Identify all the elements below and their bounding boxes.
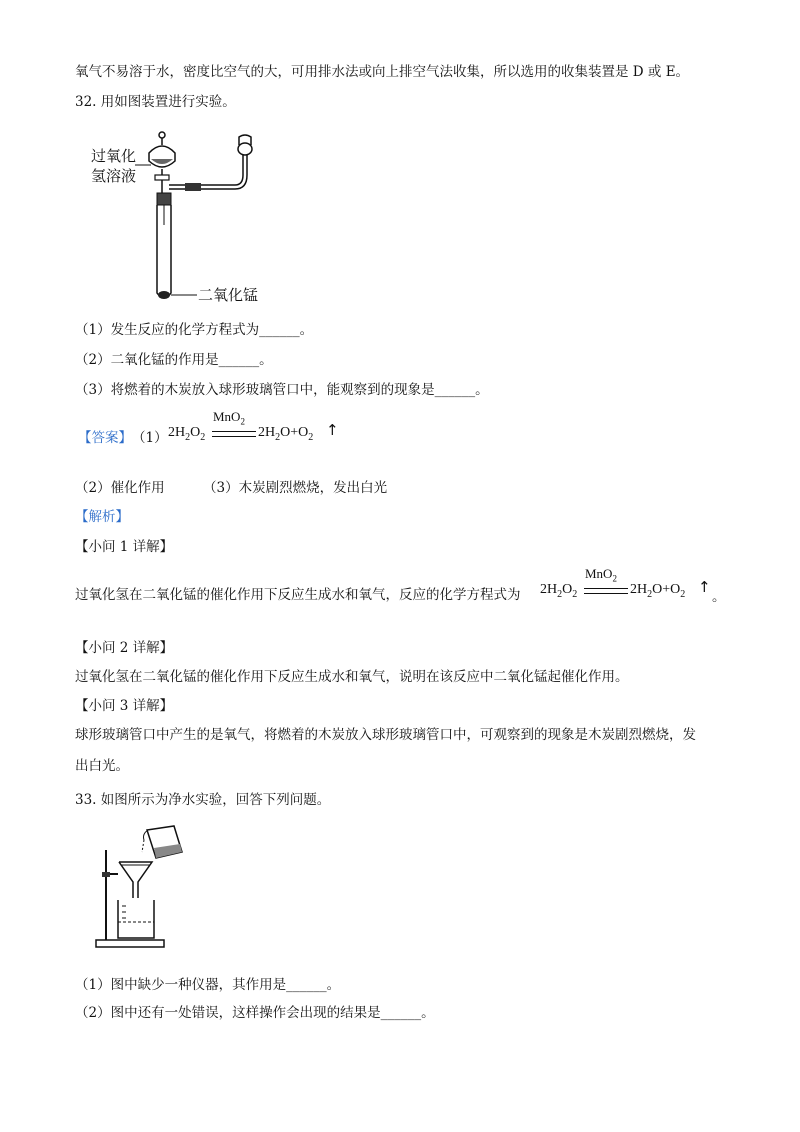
question-33-2: （2）图中还有一处错误，这样操作会出现的结果是______。: [75, 1005, 435, 1021]
question-33-1: （1）图中缺少一种仪器，其作用是______。: [75, 977, 341, 993]
equation-condition: MnO$_2$: [213, 409, 245, 427]
question-32-1: （1）发生反应的化学方程式为______。: [75, 322, 314, 338]
equation-equals: [212, 431, 256, 437]
label-mno2: 二氧化锰: [198, 286, 259, 304]
question-32-2: （2）二氧化锰的作用是______。: [75, 352, 273, 368]
equation-lhs: $2H_2O_2$: [168, 425, 206, 443]
gas-arrow-icon: ↑: [326, 421, 339, 439]
equation-lhs: $2H_2O_2$: [540, 582, 578, 600]
equation-rhs: $2H_2O+O_2$: [258, 425, 314, 443]
equation-rhs: $2H_2O+O_2$: [630, 582, 686, 600]
sentence-end: 。: [712, 589, 726, 605]
sub-question-3-text-2: 出白光。: [75, 758, 129, 774]
answer-1-prefix: （1）: [132, 430, 168, 446]
sub-question-3-heading: 【小问 3 详解】: [75, 698, 174, 714]
question-33-title: 33. 如图所示为净水实验，回答下列问题。: [75, 792, 331, 808]
gas-arrow-icon: ↑: [698, 578, 711, 596]
h2o2-apparatus-figure: [85, 125, 285, 310]
answer-2: （2）催化作用: [75, 480, 165, 496]
answer-tag: 【答案】: [78, 430, 132, 446]
answer-3: （3）木炭剧烈燃烧，发出白光: [203, 480, 388, 496]
label-h2o2-line1: 过氧化: [91, 147, 137, 165]
question-32-title: 32. 用如图装置进行实验。: [75, 94, 236, 110]
sub-question-2-heading: 【小问 2 详解】: [75, 640, 174, 656]
equation-condition: MnO$_2$: [585, 566, 617, 584]
sub-question-1-heading: 【小问 1 详解】: [75, 539, 174, 555]
sub-question-1-text: 过氧化氢在二氧化锰的催化作用下反应生成水和氧气，反应的化学方程式为: [75, 587, 521, 603]
filtration-apparatus-figure: [92, 822, 202, 952]
text-line: 氧气不易溶于水，密度比空气的大，可用排水法或向上排空气法收集，所以选用的收集装置是 D 或 E。: [75, 64, 690, 80]
sub-question-3-text-1: 球形玻璃管口中产生的是氧气，将燃着的木炭放入球形玻璃管口中，可观察到的现象是木炭剧烈燃烧，发: [75, 727, 696, 743]
equation-equals: [584, 588, 628, 594]
sub-question-2-text: 过氧化氢在二氧化锰的催化作用下反应生成水和氧气，说明在该反应中二氧化锰起催化作用。: [75, 669, 629, 685]
analysis-tag: 【解析】: [75, 509, 129, 525]
label-h2o2-line2: 氢溶液: [91, 167, 137, 185]
question-32-3: （3）将燃着的木炭放入球形玻璃管口中，能观察到的现象是______。: [75, 382, 489, 398]
